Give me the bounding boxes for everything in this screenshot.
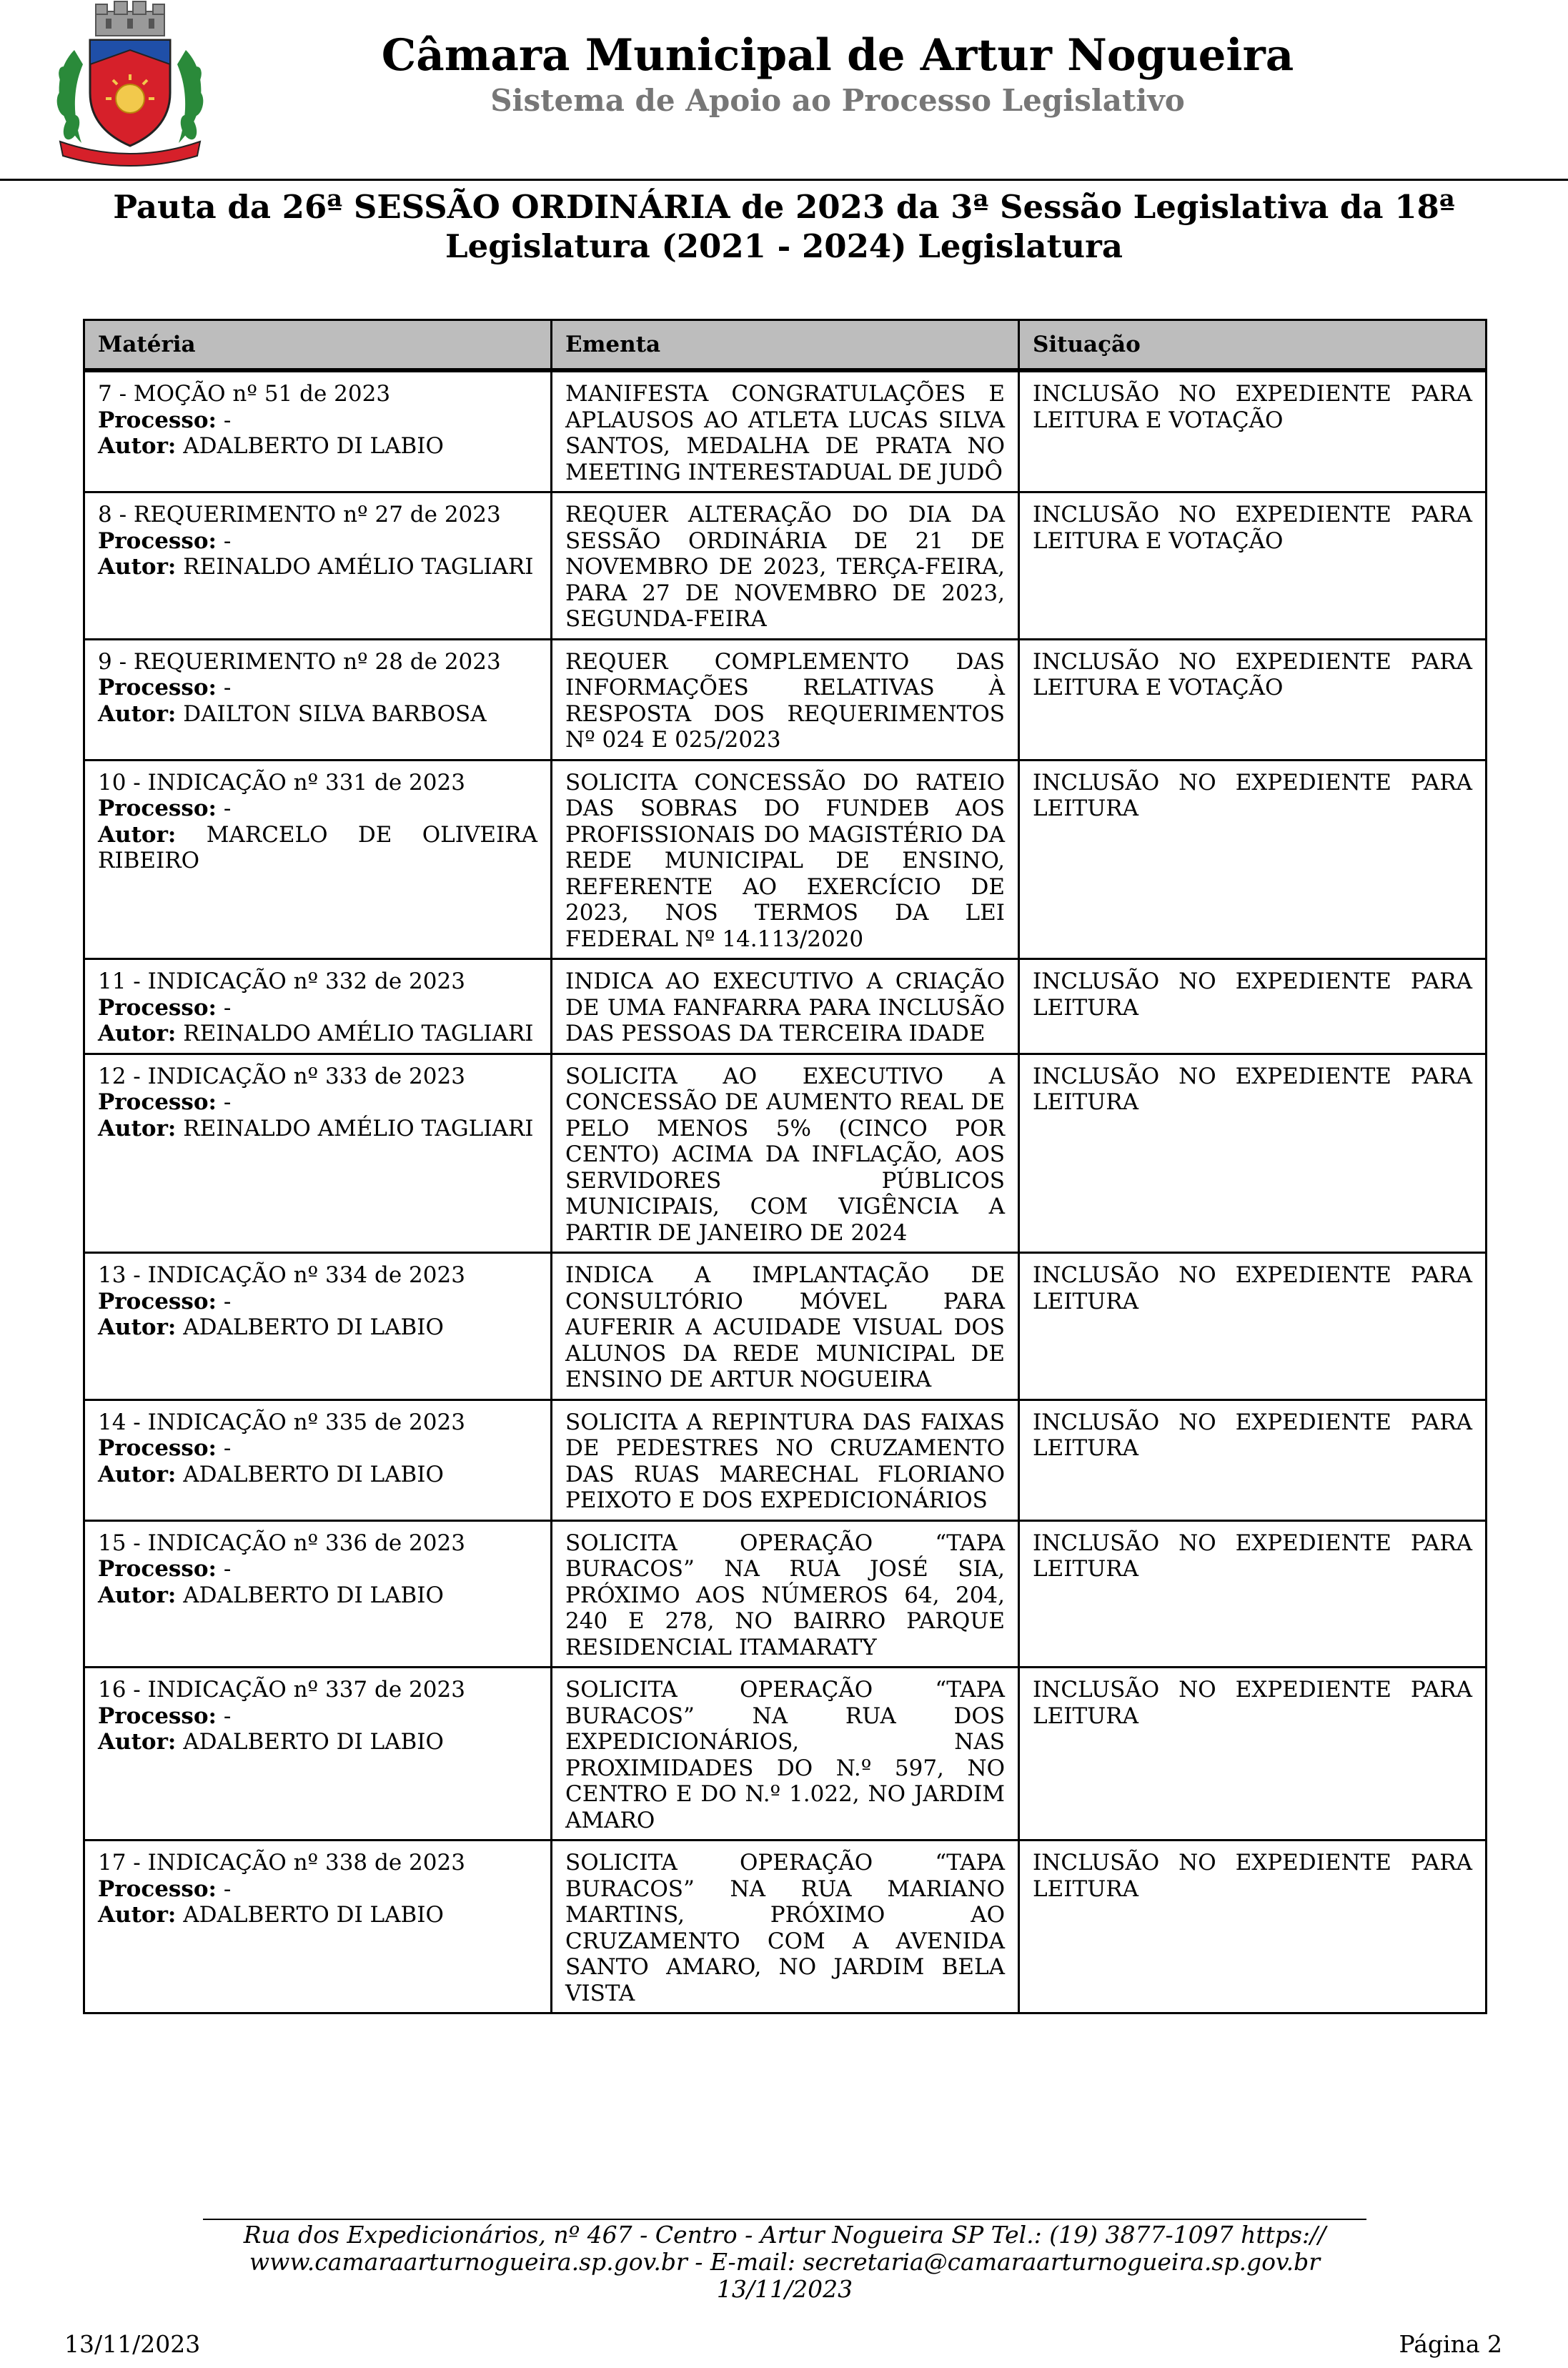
cell-situacao: INCLUSÃO NO EXPEDIENTE PARA LEITURA: [1019, 1668, 1487, 1841]
column-header-materia: Matéria: [84, 320, 552, 371]
autor-label: Autor:: [98, 1021, 177, 1046]
cell-ementa: SOLICITA OPERAÇÃO “TAPA BURACOS” NA RUA MARIANO MARTINS, PRÓXIMO AO CRUZAMENTO COM A AVENIDA SANTO AMARO, NO JARDIM BELA VISTA: [552, 1841, 1019, 2013]
materia-autor: [98, 822, 537, 874]
org-subtitle: Sistema de Apoio ao Processo Legislativo: [490, 83, 1185, 118]
cell-situacao: INCLUSÃO NO EXPEDIENTE PARA LEITURA: [1019, 1400, 1487, 1520]
processo-value: -: [223, 796, 232, 821]
processo-label: Processo:: [98, 796, 217, 821]
cell-ementa: INDICA A IMPLANTAÇÃO DE CONSULTÓRIO MÓVEL PARA AUFERIR A ACUIDADE VISUAL DOS ALUNOS DA REDE MUNICIPAL DE ENSINO DE ARTUR NOGUEIRA: [552, 1253, 1019, 1400]
autor-value: MARCELO DE OLIVEIRA RIBEIRO: [98, 821, 537, 873]
materia-processo: [98, 1289, 537, 1315]
cell-situacao: INCLUSÃO NO EXPEDIENTE PARA LEITURA: [1019, 1520, 1487, 1668]
materia-processo: [98, 407, 537, 434]
column-header-ementa: Ementa: [552, 320, 1019, 371]
materia-processo: [98, 1435, 537, 1462]
materia-autor: [98, 1729, 537, 1755]
cell-ementa: REQUER COMPLEMENTO DAS INFORMAÇÕES RELATIVAS À RESPOSTA DOS REQUERIMENTOS Nº 024 E 025/2023: [552, 639, 1019, 760]
cell-materia: [84, 959, 552, 1054]
table-row: [84, 959, 1487, 1054]
cell-situacao: INCLUSÃO NO EXPEDIENTE PARA LEITURA E VOTAÇÃO: [1019, 492, 1487, 640]
materia-autor: [98, 1462, 537, 1488]
processo-value: -: [223, 1703, 232, 1729]
cell-situacao: INCLUSÃO NO EXPEDIENTE PARA LEITURA: [1019, 959, 1487, 1054]
cell-materia: [84, 1668, 552, 1841]
materia-title: 7 - MOÇÃO nº 51 de 2023: [98, 381, 391, 407]
page-number: Página 2: [1399, 2330, 1502, 2358]
table-body: [84, 370, 1487, 2013]
processo-label: Processo:: [98, 1089, 217, 1115]
cell-materia: [84, 1400, 552, 1520]
materia-processo: [98, 675, 537, 701]
materia-title: 9 - REQUERIMENTO nº 28 de 2023: [98, 648, 501, 675]
page-date: 13/11/2023: [64, 2330, 201, 2358]
table-row: [84, 1253, 1487, 1400]
materia-autor: [98, 1021, 537, 1047]
autor-value: ADALBERTO DI LABIO: [183, 1582, 444, 1608]
table-row: [84, 1520, 1487, 1668]
cell-materia: [84, 1841, 552, 2013]
autor-label: Autor:: [98, 1729, 177, 1755]
cell-situacao: INCLUSÃO NO EXPEDIENTE PARA LEITURA: [1019, 1054, 1487, 1253]
cell-situacao: INCLUSÃO NO EXPEDIENTE PARA LEITURA: [1019, 1841, 1487, 2013]
materia-processo: [98, 995, 537, 1021]
processo-value: -: [223, 1435, 232, 1461]
processo-label: Processo:: [98, 407, 217, 433]
processo-label: Processo:: [98, 1435, 217, 1461]
cell-materia: [84, 492, 552, 640]
autor-value: REINALDO AMÉLIO TAGLIARI: [183, 1115, 534, 1141]
materia-title: 17 - INDICAÇÃO nº 338 de 2023: [98, 1850, 465, 1876]
autor-label: Autor:: [98, 700, 177, 727]
processo-value: -: [223, 994, 232, 1021]
materia-title: 14 - INDICAÇÃO nº 335 de 2023: [98, 1409, 465, 1435]
cell-ementa: MANIFESTA CONGRATULAÇÕES E APLAUSOS AO ATLETA LUCAS SILVA SANTOS, MEDALHA DE PRATA NO MEETING INTERESTADUAL DE JUDÔ: [552, 370, 1019, 492]
processo-value: -: [223, 1556, 232, 1582]
materia-title: 13 - INDICAÇÃO nº 334 de 2023: [98, 1262, 465, 1288]
processo-label: Processo:: [98, 1876, 217, 1902]
footer-address: Rua dos Expedicionários, nº 467 - Centro - Artur Nogueira SP Tel.: (19) 3877-1097 https:// www.camaraarturnogueira.sp.gov.br - E-mail: secretaria@camaraarturnogueira.sp.gov.br 13/11/2023: [243, 2221, 1326, 2303]
materia-processo: [98, 796, 537, 822]
autor-value: DAILTON SILVA BARBOSA: [183, 700, 487, 727]
processo-value: -: [223, 675, 232, 700]
cell-ementa: SOLICITA OPERAÇÃO “TAPA BURACOS” NA RUA DOS EXPEDICIONÁRIOS, NAS PROXIMIDADES DO N.º 597, NO CENTRO E DO N.º 1.022, NO JARDIM AMARO: [552, 1668, 1019, 1841]
processo-value: -: [223, 1288, 232, 1314]
materia-processo: [98, 1089, 537, 1116]
page-header: [0, 0, 1568, 180]
materia-autor: [98, 701, 537, 728]
autor-value: REINALDO AMÉLIO TAGLIARI: [183, 1021, 534, 1046]
autor-label: Autor:: [98, 1461, 177, 1487]
materia-autor: [98, 1116, 537, 1142]
processo-label: Processo:: [98, 527, 217, 554]
autor-label: Autor:: [98, 1314, 177, 1340]
autor-label: Autor:: [98, 1115, 177, 1141]
table-row: [84, 1054, 1487, 1253]
processo-label: Processo:: [98, 1288, 217, 1314]
autor-value: ADALBERTO DI LABIO: [183, 433, 444, 459]
table-row: [84, 1400, 1487, 1520]
cell-situacao: INCLUSÃO NO EXPEDIENTE PARA LEITURA E VOTAÇÃO: [1019, 639, 1487, 760]
materia-title: 11 - INDICAÇÃO nº 332 de 2023: [98, 968, 465, 994]
agenda-table: [83, 319, 1487, 2014]
processo-value: -: [223, 527, 232, 554]
document-title: Pauta da 26ª SESSÃO ORDINÁRIA de 2023 da 3ª Sessão Legislativa da 18ª Legislatura (2021 - 2024) Legislatura: [113, 188, 1455, 265]
autor-value: ADALBERTO DI LABIO: [183, 1314, 444, 1340]
autor-label: Autor:: [98, 554, 177, 580]
cell-ementa: INDICA AO EXECUTIVO A CRIAÇÃO DE UMA FANFARRA PARA INCLUSÃO DAS PESSOAS DA TERCEIRA IDADE: [552, 959, 1019, 1054]
cell-ementa: REQUER ALTERAÇÃO DO DIA DA SESSÃO ORDINÁRIA DE 21 DE NOVEMBRO DE 2023, TERÇA-FEIRA, PARA 27 DE NOVEMBRO DE 2023, SEGUNDA-FEIRA: [552, 492, 1019, 640]
cell-situacao: INCLUSÃO NO EXPEDIENTE PARA LEITURA: [1019, 760, 1487, 959]
cell-situacao: INCLUSÃO NO EXPEDIENTE PARA LEITURA: [1019, 1253, 1487, 1400]
table-row: [84, 1668, 1487, 1841]
table-row: [84, 1841, 1487, 2013]
coat-of-arms-icon: [46, 0, 214, 169]
cell-materia: [84, 760, 552, 959]
processo-label: Processo:: [98, 675, 217, 700]
processo-value: -: [223, 1876, 232, 1902]
cell-materia: [84, 639, 552, 760]
autor-label: Autor:: [98, 821, 177, 848]
materia-autor: [98, 433, 537, 460]
cell-ementa: SOLICITA AO EXECUTIVO A CONCESSÃO DE AUMENTO REAL DE PELO MENOS 5% (CINCO POR CENTO) ACIMA DA INFLAÇÃO, AOS SERVIDORES PÚBLICOS MUNICIPAIS, COM VIGÊNCIA A PARTIR DE JANEIRO DE 2024: [552, 1054, 1019, 1253]
header-divider: [0, 179, 1568, 181]
materia-title: 16 - INDICAÇÃO nº 337 de 2023: [98, 1677, 465, 1703]
cell-ementa: SOLICITA A REPINTURA DAS FAIXAS DE PEDESTRES NO CRUZAMENTO DAS RUAS MARECHAL FLORIANO PEIXOTO E DOS EXPEDICIONÁRIOS: [552, 1400, 1019, 1520]
cell-ementa: SOLICITA CONCESSÃO DO RATEIO DAS SOBRAS DO FUNDEB AOS PROFISSIONAIS DO MAGISTÉRIO DA REDE MUNICIPAL DE ENSINO, REFERENTE AO EXERCÍCIO DE 2023, NOS TERMOS DA LEI FEDERAL Nº 14.113/2020: [552, 760, 1019, 959]
materia-autor: [98, 1582, 537, 1609]
autor-value: ADALBERTO DI LABIO: [183, 1902, 444, 1928]
materia-title: 8 - REQUERIMENTO nº 27 de 2023: [98, 502, 501, 527]
processo-value: -: [223, 407, 232, 433]
materia-processo: [98, 528, 537, 555]
column-header-situacao: Situação: [1019, 320, 1487, 371]
autor-label: Autor:: [98, 1582, 177, 1608]
processo-value: -: [223, 1089, 232, 1115]
materia-autor: [98, 1902, 537, 1928]
materia-processo: [98, 1876, 537, 1903]
org-title: Câmara Municipal de Artur Nogueira: [381, 30, 1294, 81]
table-header-row: [84, 320, 1487, 371]
processo-label: Processo:: [98, 994, 217, 1021]
table-row: [84, 639, 1487, 760]
materia-title: 10 - INDICAÇÃO nº 331 de 2023: [98, 769, 465, 796]
autor-value: ADALBERTO DI LABIO: [183, 1729, 444, 1755]
autor-value: REINALDO AMÉLIO TAGLIARI: [183, 554, 534, 580]
table-row: [84, 370, 1487, 492]
cell-materia: [84, 1520, 552, 1668]
cell-materia: [84, 1253, 552, 1400]
processo-label: Processo:: [98, 1703, 217, 1729]
cell-ementa: SOLICITA OPERAÇÃO “TAPA BURACOS” NA RUA JOSÉ SIA, PRÓXIMO AOS NÚMEROS 64, 204, 240 E 278, NO BAIRRO PARQUE RESIDENCIAL ITAMARATY: [552, 1520, 1019, 1668]
cell-materia: [84, 370, 552, 492]
materia-processo: [98, 1703, 537, 1730]
materia-processo: [98, 1556, 537, 1582]
materia-title: 15 - INDICAÇÃO nº 336 de 2023: [98, 1530, 465, 1556]
table-row: [84, 492, 1487, 640]
materia-autor: [98, 1314, 537, 1341]
autor-label: Autor:: [98, 433, 177, 459]
cell-situacao: INCLUSÃO NO EXPEDIENTE PARA LEITURA E VOTAÇÃO: [1019, 370, 1487, 492]
processo-label: Processo:: [98, 1556, 217, 1582]
table-row: [84, 760, 1487, 959]
cell-materia: [84, 1054, 552, 1253]
materia-title: 12 - INDICAÇÃO nº 333 de 2023: [98, 1063, 465, 1089]
materia-autor: [98, 554, 537, 580]
autor-value: ADALBERTO DI LABIO: [183, 1461, 444, 1487]
autor-label: Autor:: [98, 1902, 177, 1928]
footer-divider: [203, 2219, 1366, 2220]
